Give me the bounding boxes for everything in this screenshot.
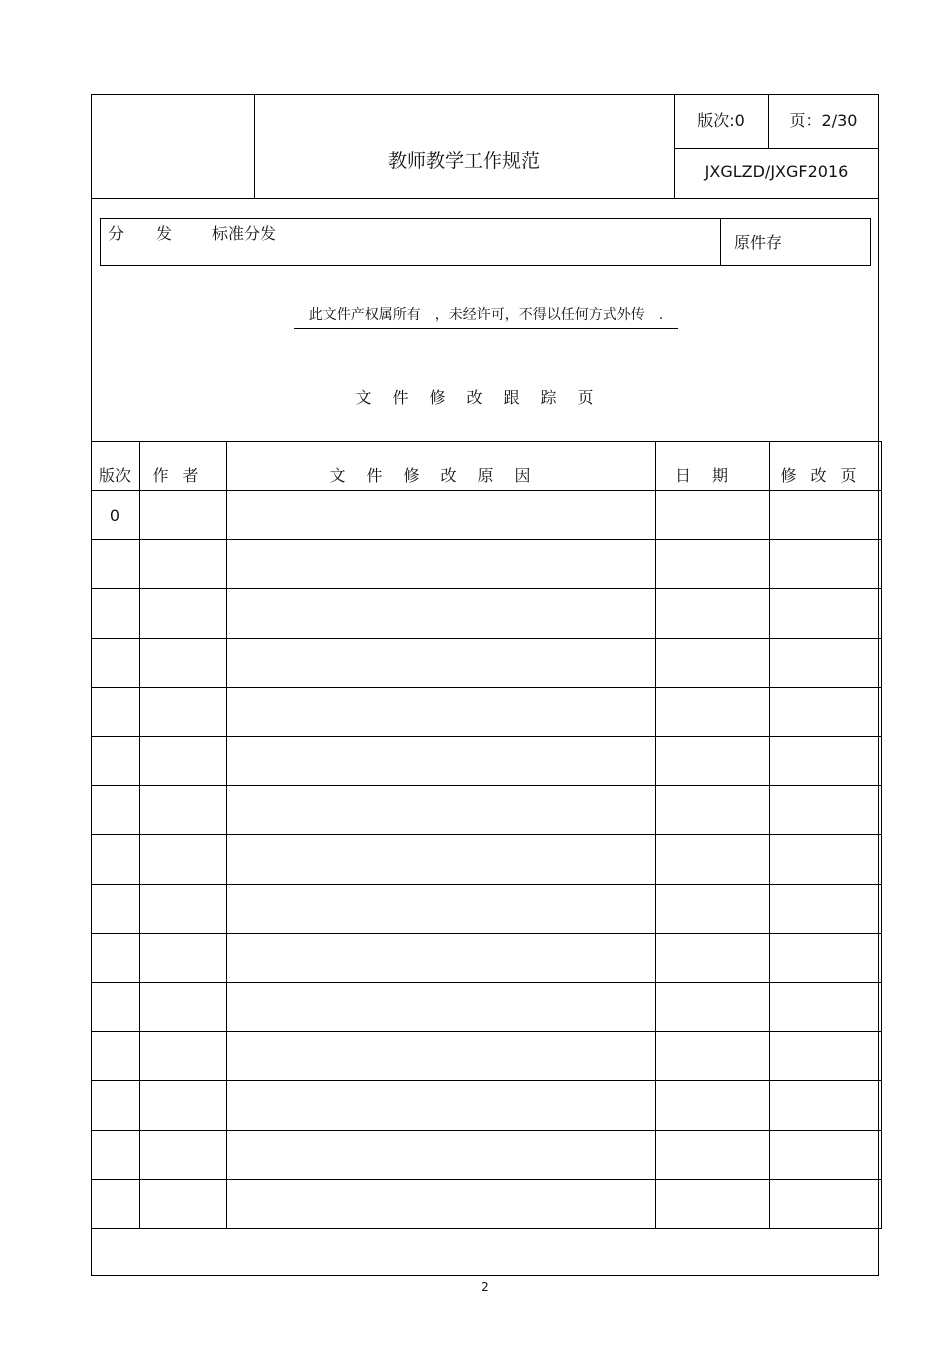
header-bottom-line [91, 198, 879, 199]
document-title: 教师教学工作规范 [387, 150, 540, 172]
col-header-author: 作者 [152, 466, 213, 485]
table-row-line [91, 884, 882, 885]
table-row-line [91, 490, 882, 491]
table-row-line [91, 539, 882, 540]
col-header-reason: 文件修改原因 [329, 466, 552, 485]
copyright-notice: 此文件产权属所有 ，未经许可，不得以任何方式外传 . [294, 304, 678, 329]
table-row-line [91, 1080, 882, 1081]
table-row-line [91, 785, 882, 786]
document-frame [91, 94, 879, 1276]
table-row-line [91, 687, 882, 688]
col-header-version: 版次 [98, 466, 131, 485]
distribution-divider [720, 218, 721, 266]
storage-label: 原件存 [734, 233, 783, 252]
header-meta-split [674, 148, 879, 149]
table-row-line [91, 982, 882, 983]
table-row-line [91, 933, 882, 934]
distribution-label: 分 发 [108, 224, 173, 243]
tracking-title: 文件修改跟踪页 [355, 388, 615, 407]
table-row-line [91, 736, 882, 737]
table-row-line [91, 1130, 882, 1131]
table-row-line [91, 1228, 882, 1229]
distribution-value: 标准分发 [212, 224, 277, 243]
table-row-line [91, 1031, 882, 1032]
version-label: 版次:0 [697, 111, 745, 130]
table-row-line [91, 834, 882, 835]
cell-version: 0 [109, 506, 121, 525]
table-row-line [91, 638, 882, 639]
col-header-date: 日期 [674, 466, 749, 485]
page-number: 2 [481, 1280, 489, 1294]
page-label: 页：2/30 [789, 111, 858, 130]
col-header-pages: 修改页 [780, 466, 871, 485]
doc-code: JXGLZD/JXGF2016 [704, 162, 849, 181]
table-top-line [91, 441, 882, 442]
table-row-line [91, 1179, 882, 1180]
table-row-line [91, 588, 882, 589]
